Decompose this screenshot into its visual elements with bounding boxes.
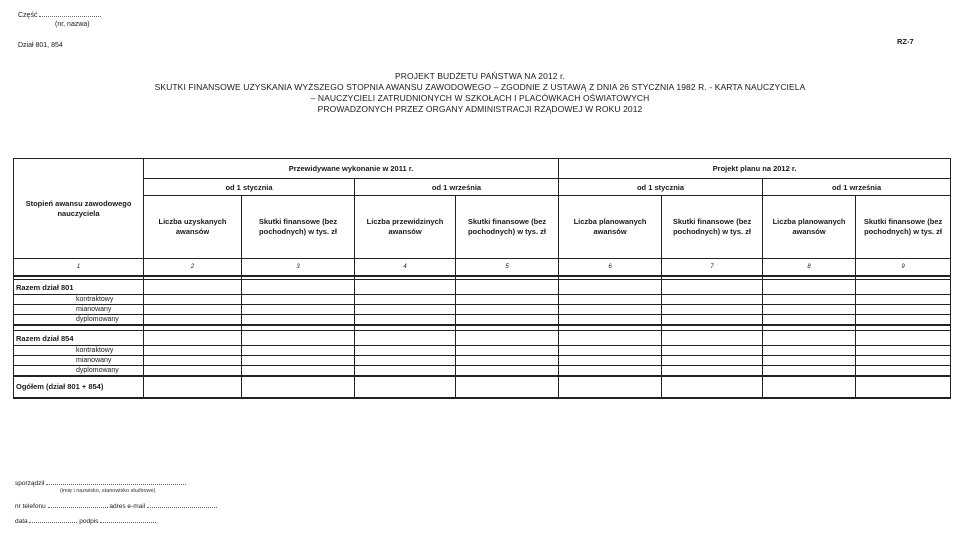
podpis-label: podpis: [79, 518, 99, 525]
period-2012-jan: od 1 stycznia: [559, 179, 763, 196]
col-3-header: Skutki finansowe (bez pochodnych) w tys. zł: [242, 196, 355, 259]
col-4-header: Liczba przewidzinych awansów: [355, 196, 456, 259]
table-row: [14, 356, 951, 366]
col-number: 8: [763, 259, 856, 276]
sporzadzil-label: sporządził: [15, 480, 45, 487]
col-number: 9: [856, 259, 951, 276]
col-number: 3: [242, 259, 355, 276]
heading-line-4: PROWADZONYCH PRZEZ ORGANY ADMINISTRACJI RZĄDOWEJ W ROKU 2012: [317, 104, 643, 114]
row-label: Razem dział 854: [14, 331, 144, 346]
table-row: [14, 376, 951, 398]
table-row: [14, 346, 951, 356]
table-row: [14, 295, 951, 305]
col-number: 6: [559, 259, 662, 276]
col-7-header: Skutki finansowe (bez pochodnych) w tys. zł: [662, 196, 763, 259]
group-2012-header: Projekt planu na 2012 r.: [559, 159, 951, 179]
row-label: dyplomowany: [14, 315, 144, 325]
heading-line-3: – NAUCZYCIELI ZATRUDNIONYCH W SZKOŁACH I PLACÓWKACH OŚWIATOWYCH: [310, 93, 650, 103]
heading-line-1: PROJEKT BUDŻETU PAŃSTWA NA 2012 r.: [395, 71, 565, 81]
group-2011-header: Przewidywane wykonanie w 2011 r.: [144, 159, 559, 179]
email-blank[interactable]: [147, 501, 217, 508]
sporzadzil-field: [15, 478, 186, 487]
contact-field: [15, 501, 217, 510]
telefon-blank[interactable]: [48, 501, 108, 508]
table-row: [14, 366, 951, 376]
czesc-field: [18, 10, 101, 19]
row-label: kontraktowy: [14, 295, 144, 305]
row-label: dyplomowany: [14, 366, 144, 376]
table-row: [14, 315, 951, 325]
awanse-table: [13, 158, 951, 399]
telefon-label: nr telefonu: [15, 503, 46, 510]
col-number: 7: [662, 259, 763, 276]
email-label: adres e-mail: [109, 503, 146, 510]
data-blank[interactable]: [29, 516, 77, 523]
col-number: 5: [456, 259, 559, 276]
col-6-header: Liczba planowanych awansów: [559, 196, 662, 259]
col-number: 1: [14, 259, 144, 276]
table-row: [14, 280, 951, 295]
row-label: Razem dział 801: [14, 280, 144, 295]
row-label: mianowany: [14, 356, 144, 366]
czesc-hint: (nr, nazwa): [55, 21, 90, 28]
col-5-header: Skutki finansowe (bez pochodnych) w tys. zł: [456, 196, 559, 259]
form-code: RZ-7: [897, 37, 914, 46]
period-2011-jan: od 1 stycznia: [144, 179, 355, 196]
data-label: data: [15, 518, 28, 525]
czesc-label: Część: [18, 12, 38, 19]
row-label: kontraktowy: [14, 346, 144, 356]
col-number: 4: [355, 259, 456, 276]
table-row: [14, 331, 951, 346]
period-2012-sep: od 1 września: [763, 179, 951, 196]
table-row: [14, 305, 951, 315]
period-2011-sep: od 1 września: [355, 179, 559, 196]
sporzadzil-hint: (imię i nazwisko, stanowisko służbowe): [60, 488, 156, 494]
col-9-header: Skutki finansowe (bez pochodnych) w tys. zł: [856, 196, 951, 259]
row-header-cell: Stopień awansu zawodowego nauczyciela: [14, 159, 144, 259]
date-sign-field: [15, 516, 156, 525]
col-8-header: Liczba planowanych awansów: [763, 196, 856, 259]
row-label: Ogółem (dział 801 + 854): [14, 376, 144, 398]
sporzadzil-blank[interactable]: [46, 478, 186, 485]
heading-line-2: SKUTKI FINANSOWE UZYSKANIA WYŻSZEGO STOPNIA AWANSU ZAWODOWEGO – ZGODNIE Z USTAWĄ Z DNIA 26 STYCZNIA 1982 R. - KARTA NAUCZYCIELA: [154, 82, 806, 92]
col-2-header: Liczba uzyskanych awansów: [144, 196, 242, 259]
col-number: 2: [144, 259, 242, 276]
row-label: mianowany: [14, 305, 144, 315]
podpis-blank[interactable]: [100, 516, 156, 523]
czesc-blank[interactable]: [39, 10, 101, 17]
dzial-label: Dział 801, 854: [18, 42, 63, 49]
